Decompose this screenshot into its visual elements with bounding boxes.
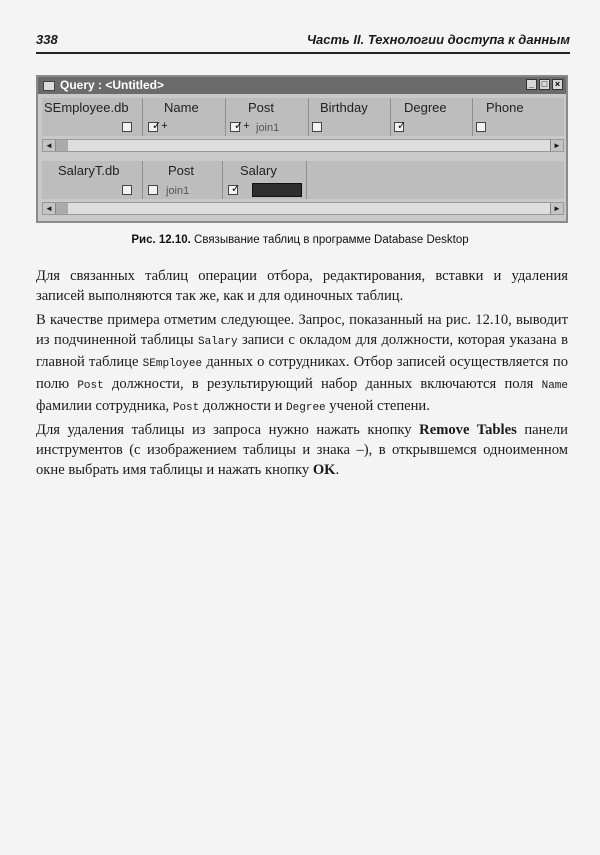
column-header: Birthday xyxy=(320,100,368,115)
close-icon: × xyxy=(552,79,563,90)
check-box[interactable] xyxy=(148,185,158,195)
check-plus-icon: ✓+ xyxy=(152,120,168,132)
bold-term: OK xyxy=(312,462,336,478)
text-run: . xyxy=(335,462,340,478)
column-header: Name xyxy=(164,100,199,115)
column-divider xyxy=(142,161,143,199)
running-title: Часть II. Технологии доступа к данным xyxy=(306,32,570,47)
column-header: Post xyxy=(248,100,275,115)
join-label: join1 xyxy=(166,185,190,197)
query-window-titlebar xyxy=(38,77,566,94)
table-icon xyxy=(43,81,55,91)
check-box[interactable] xyxy=(122,122,132,132)
scroll-right-icon[interactable]: ► xyxy=(550,140,563,151)
figure-label: Рис. 12.10. xyxy=(131,234,191,246)
table-name: SEmployee.db xyxy=(44,100,129,115)
page-number: 338 xyxy=(36,32,58,47)
check-icon: ✓ xyxy=(397,120,407,132)
text-run: должности, в результирующий набор данных включаются поля xyxy=(103,376,542,392)
code-term: Degree xyxy=(286,402,326,414)
text-run: Для удаления таблицы из запроса нужно нажать кнопку xyxy=(36,422,420,438)
paragraph xyxy=(36,310,568,418)
column-divider xyxy=(472,98,473,136)
scroll-left-icon[interactable]: ◄ xyxy=(43,203,56,214)
minimize-icon: _ xyxy=(526,79,537,90)
query-window-figure xyxy=(36,75,568,223)
code-term: Name xyxy=(541,380,569,392)
code-term: Salary xyxy=(197,336,238,348)
text-run: панели инструментов (с изображением таблицы и знака –), в открывшемся одноименном окне выбрать имя таблицы и нажать кнопку xyxy=(36,422,568,478)
page-header xyxy=(36,30,570,54)
figure-caption-text: Связывание таблиц в программе Database Desktop xyxy=(194,234,469,246)
check-plus-icon: ✓+ xyxy=(234,120,250,132)
check-box[interactable] xyxy=(312,122,322,132)
bold-term: Remove Tables xyxy=(419,422,517,438)
check-box[interactable] xyxy=(476,122,486,132)
text-run: фамилии сотрудника, xyxy=(36,398,173,414)
selected-cell[interactable] xyxy=(252,183,302,197)
query-window-title: Query : <Untitled> xyxy=(60,78,165,92)
paragraph xyxy=(36,266,568,306)
check-box[interactable] xyxy=(122,185,132,195)
horizontal-scrollbar[interactable] xyxy=(42,202,564,215)
figure-caption xyxy=(0,234,600,246)
text-run: должности и xyxy=(199,398,287,414)
maximize-icon: □ xyxy=(539,79,550,90)
column-divider xyxy=(306,161,307,199)
scroll-right-icon[interactable]: ► xyxy=(550,203,563,214)
column-divider xyxy=(390,98,391,136)
scroll-left-icon[interactable]: ◄ xyxy=(43,140,56,151)
column-header: Phone xyxy=(486,100,524,115)
text-run: данных о сотрудниках. Отбор записей осуществляется по полю xyxy=(36,354,568,392)
table-name: SalaryT.db xyxy=(58,163,120,178)
paragraph-text: Для связанных таблиц операции отбора, редактирования, вставки и удаления записей выполняются так же, как и для одиночных таблиц. xyxy=(36,268,568,304)
horizontal-scrollbar[interactable] xyxy=(42,139,564,152)
column-divider xyxy=(142,98,143,136)
salary-table xyxy=(42,161,564,199)
column-header: Degree xyxy=(404,100,447,115)
scroll-thumb[interactable] xyxy=(56,140,68,151)
paragraph xyxy=(36,420,568,480)
text-run: записи с окладом для должности, которая указана в главной таблице xyxy=(36,332,568,370)
code-term: SEmployee xyxy=(142,358,203,370)
text-run: ученой степени. xyxy=(325,398,430,414)
code-term: Post xyxy=(77,380,104,392)
text-run: В качестве примера отметим следующее. Запрос, показанный на рис. 12.10, выводит из подчиненной таблицы xyxy=(36,312,568,348)
column-divider xyxy=(225,98,226,136)
column-divider xyxy=(222,161,223,199)
code-term: Post xyxy=(172,402,200,414)
semployee-table xyxy=(42,98,564,136)
scroll-thumb[interactable] xyxy=(56,203,68,214)
column-header: Salary xyxy=(240,163,277,178)
join-label: join1 xyxy=(256,122,280,134)
check-icon: ✓ xyxy=(231,183,241,195)
column-header: Post xyxy=(168,163,195,178)
column-divider xyxy=(308,98,309,136)
